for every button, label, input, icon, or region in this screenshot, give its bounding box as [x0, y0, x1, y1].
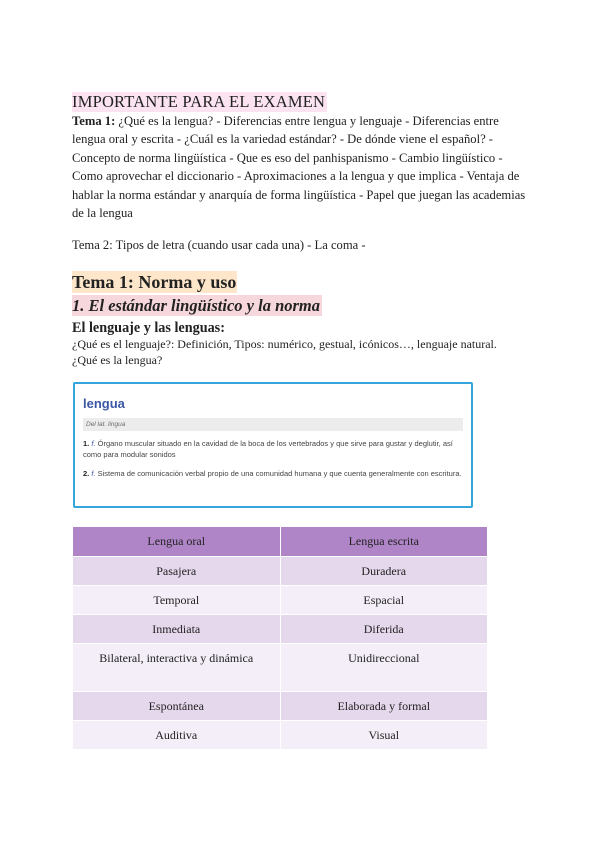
- table-header-row: [73, 527, 488, 557]
- def-number: 1.: [83, 439, 90, 448]
- def-text: Órgano muscular situado en la cavidad de la boca de los vertebrados y que sirve para gustar y deglutir, así como para modular sonidos: [83, 439, 453, 459]
- document-page: [72, 92, 528, 742]
- tema1-summary: [72, 112, 528, 222]
- dictionary-word: lengua: [83, 396, 125, 411]
- topic-title: Tema 1: Norma y uso: [72, 272, 237, 293]
- dictionary-etymology: Del lat. lingua: [83, 418, 463, 431]
- table-cell: Espacial: [280, 586, 488, 615]
- subtopic-title: 1. El estándar lingüístico y la norma: [72, 296, 320, 316]
- tema2-summary: Tema 2: Tipos de letra (cuando usar cada una) - La coma -: [72, 238, 366, 253]
- table-header-escrita: Lengua escrita: [280, 527, 488, 557]
- table-row: [73, 557, 488, 586]
- table-cell: Elaborada y formal: [280, 692, 488, 721]
- table-cell: Auditiva: [73, 721, 281, 750]
- lenguaje-line: ¿Qué es el lenguaje?: Definición, Tipos: numérico, gestual, icónicos…, lenguaje natural.: [72, 337, 497, 352]
- dictionary-definition-2: [83, 468, 467, 479]
- table-cell: Espontánea: [73, 692, 281, 721]
- table-cell: Diferida: [280, 615, 488, 644]
- table-cell: Temporal: [73, 586, 281, 615]
- table-cell: Inmediata: [73, 615, 281, 644]
- dictionary-entry-image: [73, 382, 473, 508]
- section-heading: El lenguaje y las lenguas:: [72, 320, 225, 337]
- table-cell: Pasajera: [73, 557, 281, 586]
- exam-title: IMPORTANTE PARA EL EXAMEN: [72, 92, 326, 111]
- comparison-table: [72, 526, 488, 750]
- table-header-oral: Lengua oral: [73, 527, 281, 557]
- table-cell: Duradera: [280, 557, 488, 586]
- table-cell: Visual: [280, 721, 488, 750]
- table-row: [73, 644, 488, 692]
- tema1-text: ¿Qué es la lengua? - Diferencias entre lengua y lenguaje - Diferencias entre lengua oral y escrita - ¿Cuál es la variedad estándar? - De dónde viene el español? - Concepto de norma lingüística - Que es eso del panhispanismo - Cambio lingüístico - Como aprovechar el diccionario - Aproximaciones a la lengua y que implica - Ventaja de hablar la norma estándar y anarquía de forma lingüística - Papel que juegan las academias de la lengua: [72, 114, 526, 221]
- def-text: Sistema de comunicación verbal propio de una comunidad humana y que cuenta generalmente con escritura.: [97, 469, 462, 478]
- def-gram: f.: [91, 439, 96, 448]
- table-row: [73, 615, 488, 644]
- table-cell: Bilateral, interactiva y dinámica: [73, 644, 281, 692]
- table-row: [73, 692, 488, 721]
- dictionary-definition-1: [83, 438, 467, 460]
- tema1-label: Tema 1:: [72, 114, 116, 128]
- def-gram: f.: [91, 469, 96, 478]
- table-row: [73, 721, 488, 750]
- table-cell: Unidireccional: [280, 644, 488, 692]
- lengua-question: ¿Qué es la lengua?: [72, 352, 163, 367]
- def-number: 2.: [83, 469, 90, 478]
- table-row: [73, 586, 488, 615]
